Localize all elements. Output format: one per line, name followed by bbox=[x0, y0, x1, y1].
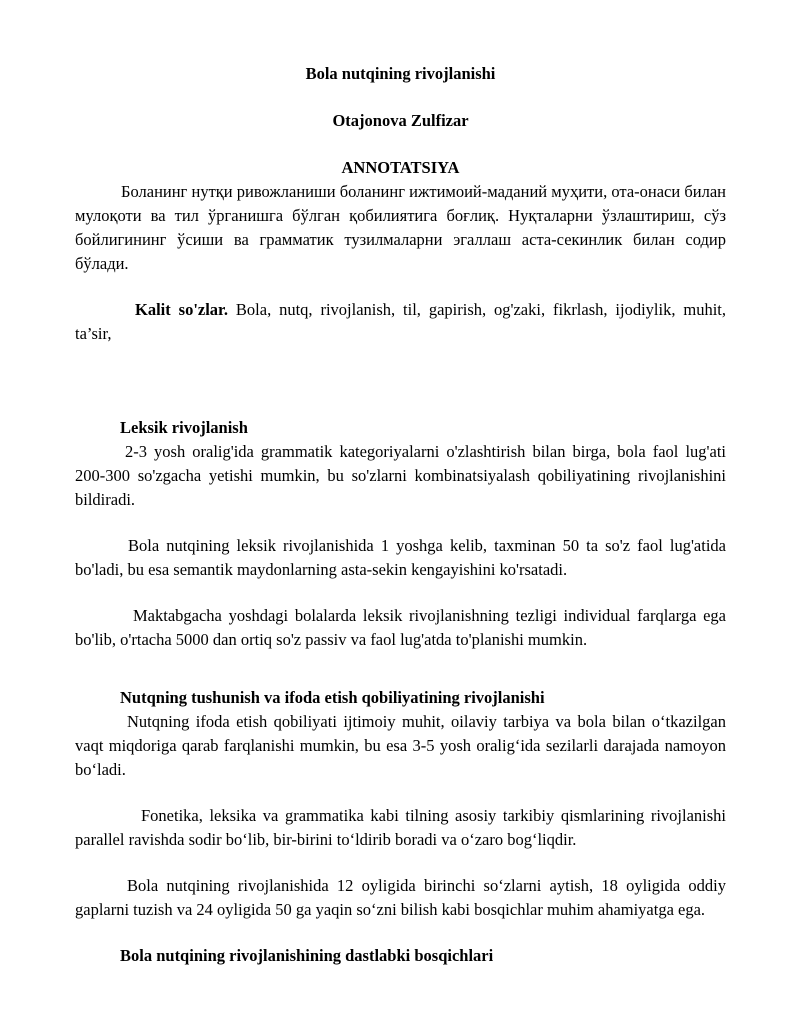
author-name: Otajonova Zulfizar bbox=[332, 111, 469, 130]
section-heading-bosqichlar: Bola nutqining rivojlanishining dastlabki bosqichlari bbox=[120, 946, 494, 965]
keywords-label: Kalit so'zlar. bbox=[135, 300, 228, 319]
keywords-text: Bola, nutq, rivojlanish, til, gapirish, og'zaki, fikrlash, ijodiylik, muhit, ta’sir, bbox=[75, 300, 726, 343]
paragraph: Bola nutqining rivojlanishida 12 oyligida birinchi so‘zlarni aytish, 18 oyligida oddiy gaplarni tuzish va 24 oyligida 50 ga yaqin so‘zni bilish kabi bosqichlar muhim ahamiyatga ega. bbox=[75, 876, 726, 919]
section-heading-nutq: Nutqning tushunish va ifoda etish qobiliyatining rivojlanishi bbox=[120, 688, 545, 707]
paragraph: Fonetika, leksika va grammatika kabi tilning asosiy tarkibiy qismlarining rivojlanishi parallel ravishda sodir bo‘lib, bir-birini to‘ldirib boradi va o‘zaro bog‘liqdir. bbox=[75, 806, 726, 849]
section-heading-leksik: Leksik rivojlanish bbox=[120, 418, 248, 437]
paragraph: Maktabgacha yoshdagi bolalarda leksik rivojlanishning tezligi individual farqlarga ega bo'lib, o'rtacha 5000 dan ortiq so'z passiv va faol lug'atda to'planishi mumkin. bbox=[75, 606, 726, 649]
document-title: Bola nutqining rivojlanishi bbox=[305, 64, 496, 83]
annotation-heading: ANNOTATSIYA bbox=[341, 158, 460, 177]
paragraph: Bola nutqining leksik rivojlanishida 1 yoshga kelib, taxminan 50 ta so'z faol lug'atida bo'ladi, bu esa semantik maydonlarning asta-sekin kengayishini ko'rsatadi. bbox=[75, 536, 726, 579]
abstract-paragraph: Боланинг нутқи ривожланиши боланинг ижтимоий-маданий муҳити, ота-онаси билан мулоқоти ва тил ўрганишга бўлган қобилиятига боғлиқ. Нуқталарни ўзлаштириш, сўз бойлигининг ўсиши ва грамматик тузилмаларни эгаллаш аста-секинлик билан содир бўлади. bbox=[75, 182, 726, 273]
keywords-paragraph bbox=[75, 298, 726, 346]
document-page bbox=[75, 62, 726, 968]
paragraph: Nutqning ifoda etish qobiliyati ijtimoiy muhit, oilaviy tarbiya va bola bilan o‘tkazilgan vaqt miqdoriga qarab farqlanishi mumkin, bu esa 3-5 yosh oralig‘ida sezilarli darajada namoyon bo‘ladi. bbox=[75, 712, 726, 779]
paragraph: 2-3 yosh oralig'ida grammatik kategoriyalarni o'zlashtirish bilan birga, bola faol lug'ati 200-300 so'zgacha yetishi mumkin, bu so'zlarni kombinatsiyalash qobiliyatining rivojlanishini bildiradi. bbox=[75, 442, 726, 509]
